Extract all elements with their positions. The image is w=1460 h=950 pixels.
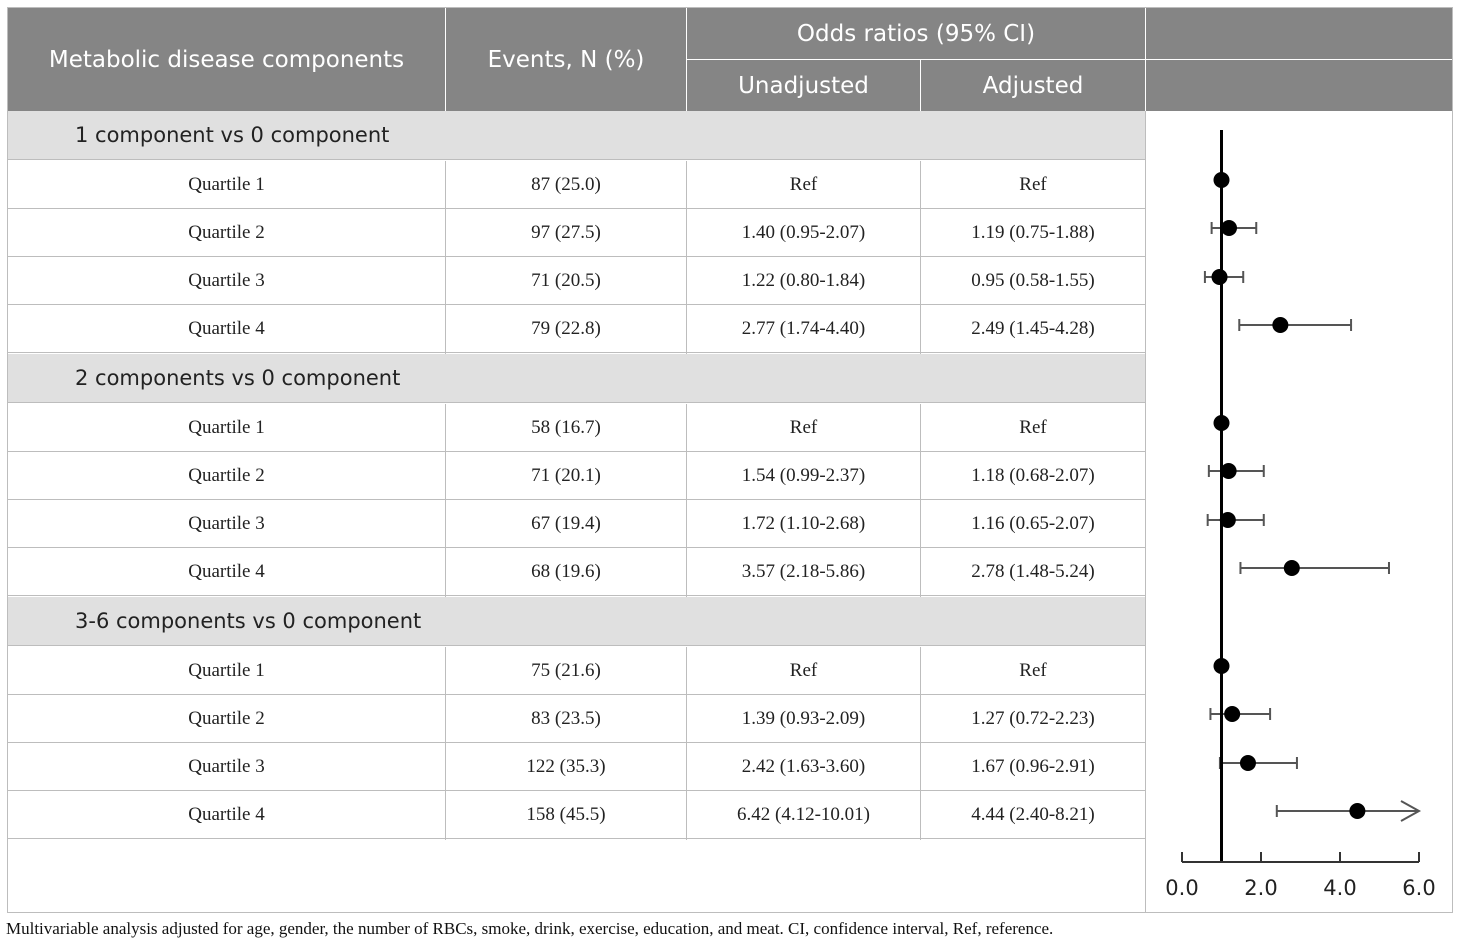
table-cell-quartile: Quartile 1 — [8, 161, 445, 209]
header-plot-top — [1146, 8, 1452, 59]
or-point — [1221, 220, 1237, 236]
or-point — [1221, 463, 1237, 479]
header-odds-ratios: Odds ratios (95% CI) — [687, 8, 1145, 59]
table-cell-adjusted: 1.27 (0.72-2.23) — [921, 695, 1145, 743]
column-divider — [686, 161, 687, 354]
table-cell-adjusted: 1.19 (0.75-1.88) — [921, 209, 1145, 257]
group-2-label: 2 components vs 0 component — [8, 354, 1145, 403]
table-cell-unadjusted: 3.57 (2.18-5.86) — [687, 548, 920, 596]
table-cell-events: 97 (27.5) — [446, 209, 686, 257]
table-cell-events: 71 (20.5) — [446, 257, 686, 305]
header-components: Metabolic disease components — [8, 8, 445, 111]
table-cell-unadjusted: 1.39 (0.93-2.09) — [687, 695, 920, 743]
header-adjusted: Adjusted — [921, 60, 1145, 111]
forest-row — [1277, 801, 1419, 821]
table-cell-adjusted: Ref — [921, 161, 1145, 209]
table-cell-adjusted: 2.49 (1.45-4.28) — [921, 305, 1145, 353]
table-cell-adjusted: Ref — [921, 404, 1145, 452]
forest-row — [1210, 706, 1270, 722]
table-cell-unadjusted: 1.40 (0.95-2.07) — [687, 209, 920, 257]
table-cell-unadjusted: 2.77 (1.74-4.40) — [687, 305, 920, 353]
group-3-label: 3-6 components vs 0 component — [8, 597, 1145, 646]
table-cell-events: 68 (19.6) — [446, 548, 686, 596]
table-cell-adjusted: Ref — [921, 647, 1145, 695]
x-tick-label: 0.0 — [1165, 876, 1199, 900]
column-divider — [686, 647, 687, 840]
table-cell-quartile: Quartile 2 — [8, 452, 445, 500]
table-cell-events: 58 (16.7) — [446, 404, 686, 452]
column-divider — [445, 647, 446, 840]
footnote: Multivariable analysis adjusted for age, gender, the number of RBCs, smoke, drink, exercise, education, and meat. CI, confidence interval, Ref, reference. — [6, 919, 1054, 938]
header-plot-bottom — [1146, 60, 1452, 111]
table-cell-events: 75 (21.6) — [446, 647, 686, 695]
table-cell-events: 83 (23.5) — [446, 695, 686, 743]
forest-row — [1205, 269, 1243, 285]
table-cell-unadjusted: Ref — [687, 404, 920, 452]
table-cell-adjusted: 1.18 (0.68-2.07) — [921, 452, 1145, 500]
column-divider — [920, 161, 921, 354]
table-cell-quartile: Quartile 3 — [8, 500, 445, 548]
table-cell-unadjusted: 2.42 (1.63-3.60) — [687, 743, 920, 791]
table-cell-adjusted: 4.44 (2.40-8.21) — [921, 791, 1145, 839]
table-cell-events: 122 (35.3) — [446, 743, 686, 791]
group-1-label: 1 component vs 0 component — [8, 111, 1145, 160]
table-cell-adjusted: 0.95 (0.58-1.55) — [921, 257, 1145, 305]
table-cell-unadjusted: Ref — [687, 647, 920, 695]
or-point — [1272, 317, 1288, 333]
table-cell-quartile: Quartile 4 — [8, 548, 445, 596]
table-cell-unadjusted: 1.22 (0.80-1.84) — [687, 257, 920, 305]
column-divider — [445, 404, 446, 597]
or-point — [1284, 560, 1300, 576]
or-point — [1224, 706, 1240, 722]
table-cell-events: 87 (25.0) — [446, 161, 686, 209]
table-cell-quartile: Quartile 3 — [8, 743, 445, 791]
forest-plot — [1145, 111, 1452, 912]
table-cell-events: 158 (45.5) — [446, 791, 686, 839]
table-cell-quartile: Quartile 3 — [8, 257, 445, 305]
table-cell-quartile: Quartile 4 — [8, 305, 445, 353]
table-cell-unadjusted: Ref — [687, 161, 920, 209]
forest-row — [1240, 560, 1389, 576]
table-cell-unadjusted: 6.42 (4.12-10.01) — [687, 791, 920, 839]
or-point — [1212, 269, 1228, 285]
or-point — [1349, 803, 1365, 819]
forest-row — [1239, 317, 1351, 333]
table-cell-unadjusted: 1.54 (0.99-2.37) — [687, 452, 920, 500]
table-cell-events: 79 (22.8) — [446, 305, 686, 353]
table-cell-events: 67 (19.4) — [446, 500, 686, 548]
table-cell-quartile: Quartile 1 — [8, 647, 445, 695]
table-cell-unadjusted: 1.72 (1.10-2.68) — [687, 500, 920, 548]
table-cell-quartile: Quartile 1 — [8, 404, 445, 452]
forest-row — [1212, 220, 1257, 236]
table-cell-quartile: Quartile 2 — [8, 209, 445, 257]
x-tick-label: 2.0 — [1244, 876, 1278, 900]
forest-row — [1208, 512, 1264, 528]
x-tick-label: 6.0 — [1402, 876, 1436, 900]
or-point — [1240, 755, 1256, 771]
header-events: Events, N (%) — [446, 8, 686, 111]
x-tick-label: 4.0 — [1323, 876, 1357, 900]
forest-row — [1209, 463, 1264, 479]
table-cell-adjusted: 2.78 (1.48-5.24) — [921, 548, 1145, 596]
column-divider — [920, 404, 921, 597]
table-cell-quartile: Quartile 4 — [8, 791, 445, 839]
table-cell-events: 71 (20.1) — [446, 452, 686, 500]
table-cell-quartile: Quartile 2 — [8, 695, 445, 743]
column-divider — [686, 404, 687, 597]
column-divider — [920, 647, 921, 840]
header-unadjusted: Unadjusted — [687, 60, 920, 111]
column-divider — [445, 161, 446, 354]
table-cell-adjusted: 1.67 (0.96-2.91) — [921, 743, 1145, 791]
forest-row — [1220, 755, 1297, 771]
table-cell-adjusted: 1.16 (0.65-2.07) — [921, 500, 1145, 548]
